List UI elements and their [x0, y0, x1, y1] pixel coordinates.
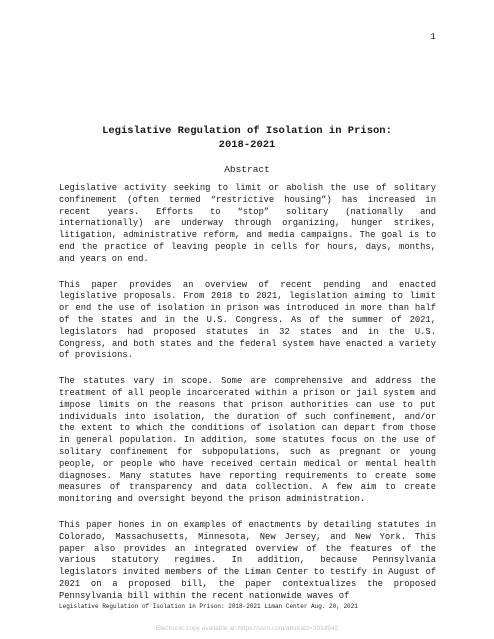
paper-title-line-1: Legislative Regulation of Isolation in Prison:	[102, 125, 392, 137]
abstract-paragraph-3: The statutes vary in scope. Some are comprehensive and address the treatment of all people incarcerated within a prison or jail system and impose limits on the reasons that prison authorities can use to put individuals into isolation, the duration of such confinement, and/or the extent to which the conditions of isolation can depart from those in general population. In addition, some statutes focus on the use of solitary confinement for subpopulations, such as pregnant or young people, or people who have received certain medical or mental health diagnoses. Many statutes have reporting requirements to create some measures of transparency and data collection. A few aim to create monitoring and oversight beyond the prison administration.	[59, 376, 436, 505]
abstract-paragraph-1: Legislative activity seeking to limit or abolish the use of solitary confinement (often termed “restrictive housing”) has increased in recent years. Efforts to “stop” solitary (nationally and internationally) are underway through organizing, hunger strikes, litigation, administrative reform, and media campaigns. The goal is to end the practice of leaving people in cells for hours, days, months, and years on end.	[59, 183, 436, 264]
page-number: 1	[430, 31, 436, 42]
abstract-paragraph-4: This paper hones in on examples of enactments by detailing statutes in Colorado, Massachusetts, Minnesota, New Jersey, and New York. This paper also provides an integrated overview of the features of the various statutory regimes. In addition, because Pennsylvania legislators invited members of the Liman Center to testify in August of 2021 on a proposed bill, the paper contextualizes the proposed Pennsylvania bill within the recent nationwide waves of	[59, 519, 436, 601]
page-footer: Legislative Regulation of Isolation in Prison: 2018-2021 Liman Center Aug. 20, 2021	[59, 603, 358, 610]
paper-title	[0, 124, 494, 152]
ssrn-watermark: Electronic copy available at: https://ssrn.com/abstract=3914942	[155, 625, 339, 632]
abstract-paragraph-2: This paper provides an overview of recent pending and enacted legislative proposals. From 2018 to 2021, legislation aiming to limit or end the use of isolation in prison was introduced in more than half of the states and in the U.S. Congress. As of the summer of 2021, legislators had proposed statutes in 32 states and in the U.S. Congress, and both states and the federal system have enacted a variety of provisions.	[59, 279, 436, 361]
abstract-body	[59, 183, 436, 617]
abstract-heading: Abstract	[224, 164, 270, 175]
paper-title-line-2: 2018-2021	[218, 139, 276, 151]
